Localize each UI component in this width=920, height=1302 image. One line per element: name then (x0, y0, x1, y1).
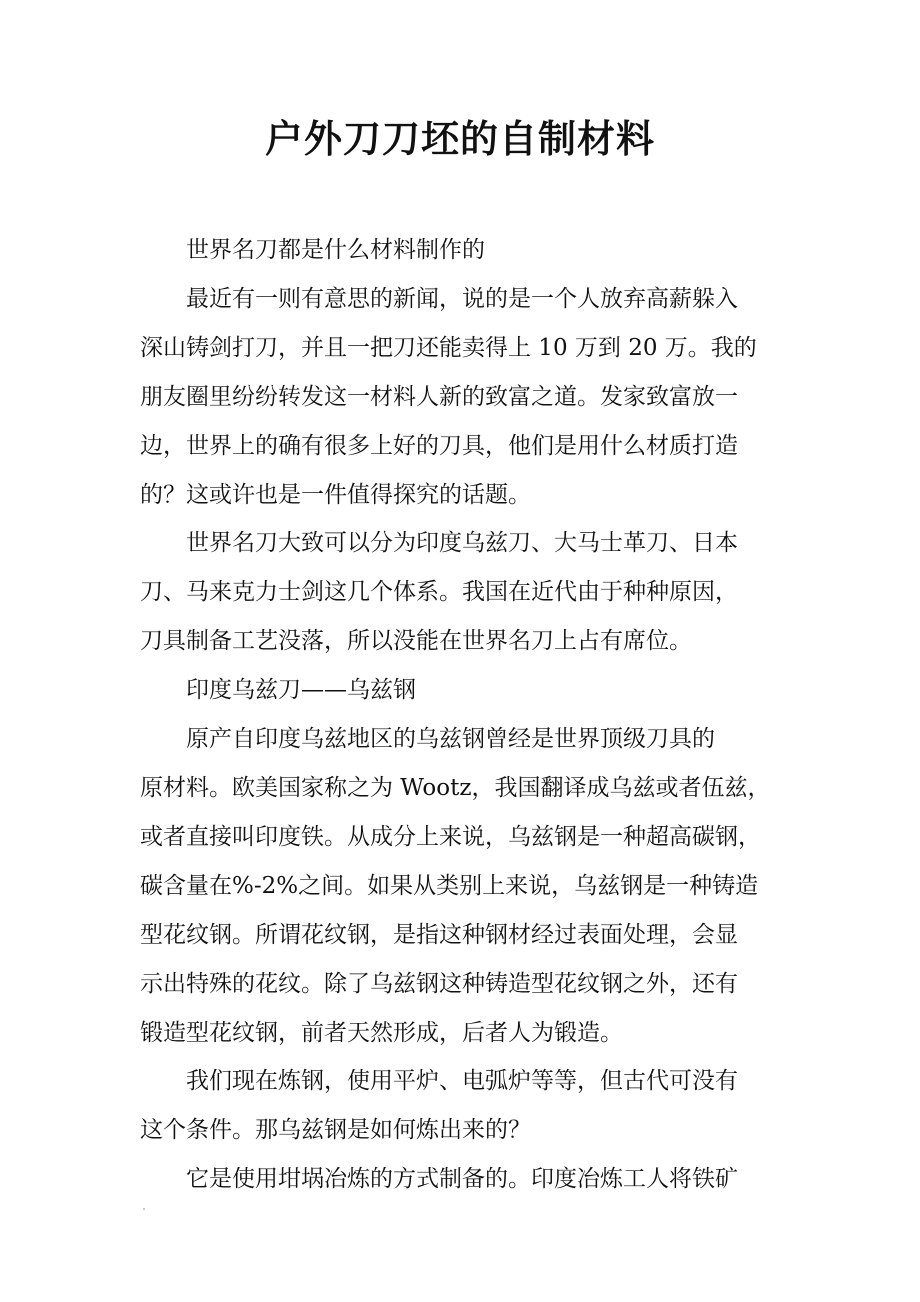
text-line: 刀、马来克力士剑这几个体系。我国在近代由于种种原因， (140, 579, 738, 606)
text-line: 刀具制备工艺没落，所以没能在世界名刀上占有席位。 (140, 628, 692, 655)
text-line: 它是使用坩埚冶炼的方式制备的。印度冶炼工人将铁矿 (186, 1166, 738, 1193)
text-line: 原材料。欧美国家称之为 Wootz，我国翻译成乌兹或者伍兹， (140, 774, 771, 801)
text-line: 或者直接叫印度铁。从成分上来说，乌兹钢是一种超高碳钢， (140, 823, 761, 850)
text-line: 原产自印度乌兹地区的乌兹钢曾经是世界顶级刀具的 (186, 726, 715, 753)
text-line: 我们现在炼钢，使用平炉、电弧炉等等，但古代可没有 (186, 1068, 738, 1095)
text-line: 朋友圈里纷纷转发这一材料人新的致富之道。发家致富放一 (140, 383, 738, 410)
text-line: 世界名刀大致可以分为印度乌兹刀、大马士革刀、日本 (186, 530, 738, 557)
text-line: 这个条件。那乌兹钢是如何炼出来的？ (140, 1117, 531, 1144)
text-line: 锻造型花纹钢，前者天然形成，后者人为锻造。 (140, 1019, 623, 1046)
text-line: 边，世界上的确有很多上好的刀具，他们是用什么材质打造 (140, 432, 738, 459)
text-line: 深山铸剑打刀，并且一把刀还能卖得上 10 万到 20 万。我的 (140, 334, 757, 361)
document-body (140, 226, 782, 1204)
scan-speck (143, 1208, 145, 1210)
text-line: 印度乌兹刀——乌兹钢 (186, 677, 416, 704)
text-line: 世界名刀都是什么材料制作的 (186, 237, 485, 263)
text-line: 型花纹钢。所谓花纹钢，是指这种钢材经过表面处理，会显 (140, 921, 738, 948)
text-line: 的？这或许也是一件值得探究的话题。 (140, 481, 531, 508)
text-line: 最近有一则有意思的新闻，说的是一个人放弃高薪躲入 (186, 285, 738, 312)
text-line: 碳含量在%-2%之间。如果从类别上来说，乌兹钢是一种铸造 (140, 872, 759, 899)
text-line: 示出特殊的花纹。除了乌兹钢这种铸造型花纹钢之外，还有 (140, 970, 738, 997)
document-title: 户外刀刀坯的自制材料 (264, 117, 655, 161)
